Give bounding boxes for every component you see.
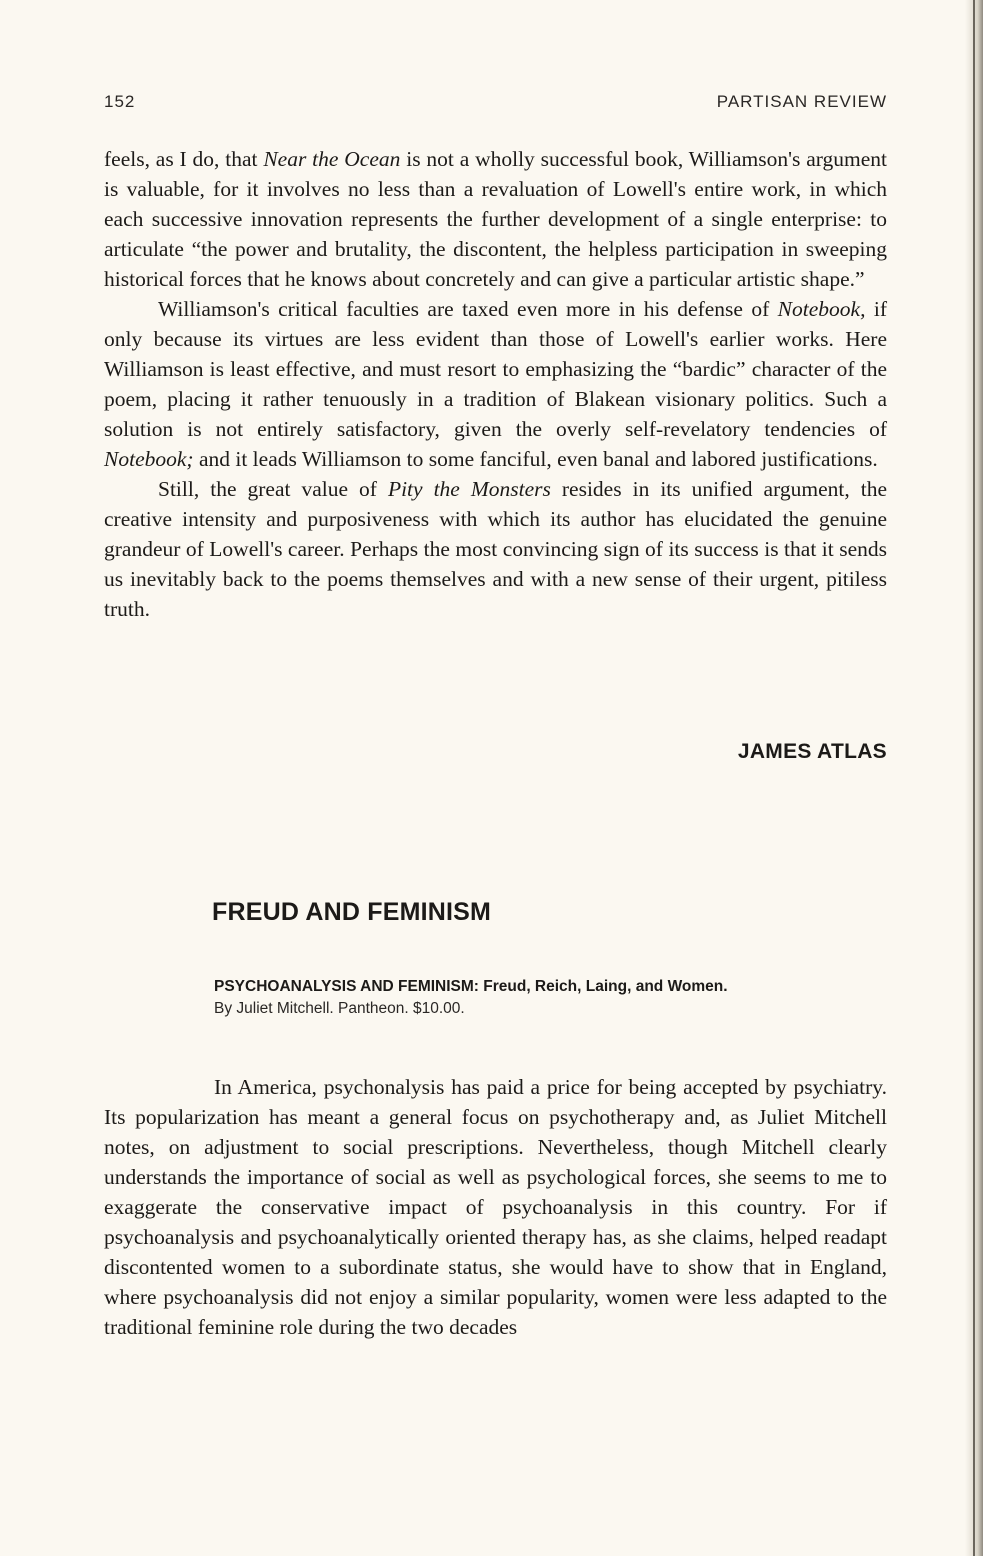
paragraph: Williamson's critical faculties are taxed even more in his defense of Notebook, if only because its virtues are less evident than those of Lowell's earlier works. Here Williamson is least effective, and must resort to emphasizing the “bardic” character of the poem, placing it rather tenuously in a tradition of Blakean visionary politics. Such a solution is not entirely satisfactory, given the overly self-revelatory tendencies of Notebook; and it leads Williamson to some fanciful, even banal and labored justifications. (104, 297, 887, 471)
book-title-italic: Notebook, (777, 297, 866, 321)
book-title-italic: Notebook; (104, 447, 194, 471)
journal-name: PARTISAN REVIEW (716, 92, 887, 111)
page-edge-line (973, 0, 975, 1556)
book-title-italic: Pity the Monsters (387, 477, 551, 501)
review-author: JAMES ATLAS (737, 740, 887, 763)
book-info (214, 976, 728, 1020)
paragraph: feels, as I do, that Near the Ocean is not a wholly successful book, Williamson's argument is valuable, for it involves no less than a revaluation of Lowell's entire work, in which each successive innovation represents the further development of a single enterprise: to articulate “the power and brutality, the discontent, the helpless participation in sweeping historical forces that he knows about concretely and can give a particular artistic shape.” (104, 147, 887, 291)
paragraph: In America, psychonalysis has paid a price for being accepted by psychiatry. Its popularization has meant a general focus on psychotherapy and, as Juliet Mitchell notes, on adjustment to social prescriptions. Nevertheless, though Mitchell clearly understands the importance of social as well as psychological forces, she seems to me to exaggerate the conservative impact of psychoanalysis in this country. For if psychoanalysis and psychoanalytically oriented therapy has, as she claims, helped readapt discontented women to a subordinate status, she would have to show that in England, where psychoanalysis did not enjoy a similar popularity, women were less adapted to the traditional feminine role during the two decades (104, 1075, 887, 1339)
paragraph: Still, the great value of Pity the Monsters resides in its unified argument, the creative intensity and purposiveness with which its author has elucidated the genuine grandeur of Lowell's career. Perhaps the most convincing sign of its success is that it sends us inevitably back to the poems themselves and with a new sense of their urgent, pitiless truth. (104, 477, 887, 621)
page-number: 152 (104, 92, 136, 111)
book-byline: By Juliet Mitchell. Pantheon. $10.00. (214, 1000, 465, 1017)
book-title-italic: Near the Ocean (263, 147, 401, 171)
section-title: FREUD AND FEMINISM (212, 898, 492, 926)
review-text-continued (104, 144, 887, 624)
book-title: PSYCHOANALYSIS AND FEMINISM: Freud, Reich, Laing, and Women. (214, 978, 728, 995)
review-text (104, 1072, 887, 1342)
